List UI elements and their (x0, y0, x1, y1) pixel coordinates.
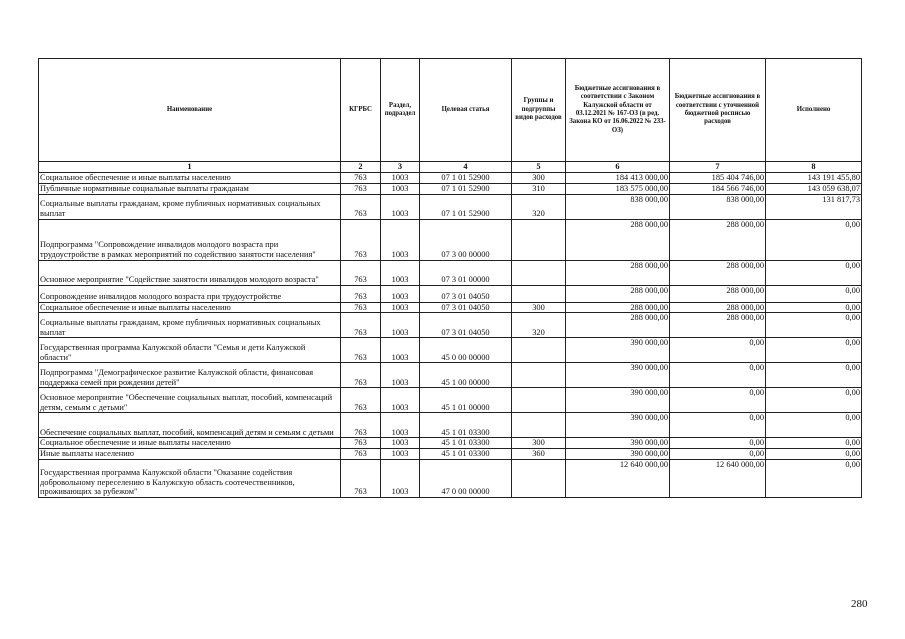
row-executed-cell: 143 191 455,80 (766, 173, 862, 184)
row-kgrbs-cell: 763 (341, 302, 381, 313)
table-row (39, 413, 862, 438)
table-row (39, 338, 862, 363)
row-target-article-cell: 07 1 01 52900 (420, 183, 512, 194)
row-name-cell: Публичные нормативные социальные выплаты гражданам (39, 183, 341, 194)
row-name-cell: Социальное обеспечение и иные выплаты населению (39, 173, 341, 184)
table-row (39, 438, 862, 449)
row-name-cell: Основное мероприятие "Обеспечение социальных выплат, пособий, компенсаций детям, семьям с детьми" (39, 388, 341, 413)
row-name-cell: Социальные выплаты гражданам, кроме публичных нормативных социальных выплат (39, 313, 341, 338)
row-expense-group-cell (512, 413, 566, 438)
row-refined-allocation-cell: 838 000,00 (670, 194, 766, 219)
row-section-cell: 1003 (381, 448, 420, 459)
row-expense-group-cell: 300 (512, 438, 566, 449)
column-number: 1 (39, 162, 341, 173)
row-expense-group-cell: 360 (512, 448, 566, 459)
column-number: 5 (512, 162, 566, 173)
row-section-cell: 1003 (381, 338, 420, 363)
row-executed-cell: 0,00 (766, 448, 862, 459)
row-law-allocation-cell: 288 000,00 (566, 260, 670, 285)
row-target-article-cell: 45 1 01 03300 (420, 413, 512, 438)
row-name-cell: Социальное обеспечение и иные выплаты населению (39, 302, 341, 313)
row-refined-allocation-cell: 288 000,00 (670, 260, 766, 285)
row-section-cell: 1003 (381, 388, 420, 413)
row-target-article-cell: 07 1 01 52900 (420, 173, 512, 184)
row-law-allocation-cell: 390 000,00 (566, 363, 670, 388)
row-kgrbs-cell: 763 (341, 194, 381, 219)
column-number: 7 (670, 162, 766, 173)
row-kgrbs-cell: 763 (341, 448, 381, 459)
column-number: 4 (420, 162, 512, 173)
row-executed-cell: 0,00 (766, 302, 862, 313)
row-executed-cell: 0,00 (766, 388, 862, 413)
row-law-allocation-cell: 183 575 000,00 (566, 183, 670, 194)
header-target-article: Целевая статья (420, 59, 512, 162)
table-row (39, 285, 862, 302)
row-target-article-cell: 07 3 01 04050 (420, 285, 512, 302)
page-number: 280 (851, 598, 868, 610)
row-target-article-cell: 07 1 01 52900 (420, 194, 512, 219)
row-section-cell: 1003 (381, 302, 420, 313)
row-refined-allocation-cell: 288 000,00 (670, 285, 766, 302)
table-row (39, 363, 862, 388)
table-row (39, 448, 862, 459)
row-law-allocation-cell: 184 413 000,00 (566, 173, 670, 184)
row-target-article-cell: 07 3 01 04050 (420, 313, 512, 338)
row-kgrbs-cell: 763 (341, 338, 381, 363)
row-law-allocation-cell: 288 000,00 (566, 219, 670, 260)
row-executed-cell: 143 059 638,07 (766, 183, 862, 194)
row-executed-cell: 0,00 (766, 438, 862, 449)
row-section-cell: 1003 (381, 459, 420, 497)
row-executed-cell: 0,00 (766, 459, 862, 497)
row-expense-group-cell (512, 459, 566, 497)
row-expense-group-cell (512, 260, 566, 285)
row-target-article-cell: 45 0 00 00000 (420, 338, 512, 363)
row-executed-cell: 0,00 (766, 413, 862, 438)
row-executed-cell: 0,00 (766, 313, 862, 338)
row-section-cell: 1003 (381, 260, 420, 285)
row-law-allocation-cell: 390 000,00 (566, 338, 670, 363)
header-law-allocation: Бюджетные ассигнования в соответствии с Законом Калужской области от 03.12.2021 № 167-ОЗ (в ред. Закона КО от 16.06.2022 № 233-ОЗ) (566, 59, 670, 162)
row-expense-group-cell (512, 338, 566, 363)
row-kgrbs-cell: 763 (341, 438, 381, 449)
row-expense-group-cell: 300 (512, 173, 566, 184)
table-row (39, 183, 862, 194)
row-executed-cell: 0,00 (766, 285, 862, 302)
row-refined-allocation-cell: 288 000,00 (670, 313, 766, 338)
row-law-allocation-cell: 838 000,00 (566, 194, 670, 219)
row-executed-cell: 0,00 (766, 219, 862, 260)
row-law-allocation-cell: 288 000,00 (566, 313, 670, 338)
row-section-cell: 1003 (381, 183, 420, 194)
row-expense-group-cell (512, 388, 566, 413)
row-name-cell: Иные выплаты населению (39, 448, 341, 459)
row-section-cell: 1003 (381, 219, 420, 260)
row-kgrbs-cell: 763 (341, 459, 381, 497)
row-refined-allocation-cell: 0,00 (670, 438, 766, 449)
row-refined-allocation-cell: 0,00 (670, 388, 766, 413)
row-expense-group-cell (512, 219, 566, 260)
column-number: 3 (381, 162, 420, 173)
row-kgrbs-cell: 763 (341, 313, 381, 338)
row-target-article-cell: 07 3 01 04050 (420, 302, 512, 313)
header-row (39, 59, 862, 162)
column-number-row (39, 162, 862, 173)
row-law-allocation-cell: 12 640 000,00 (566, 459, 670, 497)
row-section-cell: 1003 (381, 285, 420, 302)
row-name-cell: Основное мероприятие "Содействие занятости инвалидов молодого возраста" (39, 260, 341, 285)
header-section: Раздел, подраздел (381, 59, 420, 162)
row-kgrbs-cell: 763 (341, 363, 381, 388)
row-law-allocation-cell: 390 000,00 (566, 448, 670, 459)
row-name-cell: Подпрограмма "Сопровождение инвалидов молодого возраста при трудоустройстве в рамках мероприятий по содействию занятости населения" (39, 219, 341, 260)
row-expense-group-cell: 320 (512, 313, 566, 338)
row-executed-cell: 0,00 (766, 363, 862, 388)
row-refined-allocation-cell: 0,00 (670, 338, 766, 363)
row-name-cell: Подпрограмма "Демографическое развитие Калужской области, финансовая поддержка семей при рождении детей" (39, 363, 341, 388)
table-row (39, 313, 862, 338)
row-expense-group-cell (512, 363, 566, 388)
row-refined-allocation-cell: 0,00 (670, 363, 766, 388)
row-refined-allocation-cell: 288 000,00 (670, 302, 766, 313)
table-row (39, 388, 862, 413)
row-section-cell: 1003 (381, 194, 420, 219)
row-section-cell: 1003 (381, 413, 420, 438)
row-section-cell: 1003 (381, 363, 420, 388)
row-law-allocation-cell: 288 000,00 (566, 285, 670, 302)
row-law-allocation-cell: 390 000,00 (566, 388, 670, 413)
budget-table-sheet (38, 58, 861, 498)
row-refined-allocation-cell: 288 000,00 (670, 219, 766, 260)
column-number: 6 (566, 162, 670, 173)
row-executed-cell: 131 817,73 (766, 194, 862, 219)
header-kgrbs: КГРБС (341, 59, 381, 162)
row-kgrbs-cell: 763 (341, 260, 381, 285)
row-section-cell: 1003 (381, 173, 420, 184)
row-section-cell: 1003 (381, 438, 420, 449)
row-kgrbs-cell: 763 (341, 413, 381, 438)
row-refined-allocation-cell: 0,00 (670, 448, 766, 459)
row-executed-cell: 0,00 (766, 260, 862, 285)
row-name-cell: Обеспечение социальных выплат, пособий, компенсаций детям и семьям с детьми (39, 413, 341, 438)
row-kgrbs-cell: 763 (341, 183, 381, 194)
row-law-allocation-cell: 390 000,00 (566, 413, 670, 438)
row-refined-allocation-cell: 184 566 746,00 (670, 183, 766, 194)
row-target-article-cell: 45 1 00 00000 (420, 363, 512, 388)
row-expense-group-cell: 310 (512, 183, 566, 194)
header-refined-allocation: Бюджетные ассигнования в соответствии с уточненной бюджетной росписью расходов (670, 59, 766, 162)
row-target-article-cell: 47 0 00 00000 (420, 459, 512, 497)
table-row (39, 173, 862, 184)
row-kgrbs-cell: 763 (341, 388, 381, 413)
row-name-cell: Государственная программа Калужской области "Семья и дети Калужской области" (39, 338, 341, 363)
row-refined-allocation-cell: 185 404 746,00 (670, 173, 766, 184)
row-expense-group-cell (512, 285, 566, 302)
row-expense-group-cell: 300 (512, 302, 566, 313)
row-expense-group-cell: 320 (512, 194, 566, 219)
row-target-article-cell: 45 1 01 03300 (420, 448, 512, 459)
row-target-article-cell: 07 3 01 00000 (420, 260, 512, 285)
table-row (39, 219, 862, 260)
row-law-allocation-cell: 390 000,00 (566, 438, 670, 449)
column-number: 2 (341, 162, 381, 173)
row-executed-cell: 0,00 (766, 338, 862, 363)
table-row (39, 260, 862, 285)
header-executed: Исполнено (766, 59, 862, 162)
table-row (39, 194, 862, 219)
table-row (39, 459, 862, 497)
row-section-cell: 1003 (381, 313, 420, 338)
row-name-cell: Сопровождение инвалидов молодого возраста при трудоустройстве (39, 285, 341, 302)
row-name-cell: Государственная программа Калужской области "Оказание содействия добровольному переселению в Калужскую область соотечественников, проживающих за рубежом" (39, 459, 341, 497)
row-refined-allocation-cell: 0,00 (670, 413, 766, 438)
row-target-article-cell: 45 1 01 03300 (420, 438, 512, 449)
row-kgrbs-cell: 763 (341, 173, 381, 184)
header-expense-group: Группы и подгруппы видов расходов (512, 59, 566, 162)
row-kgrbs-cell: 763 (341, 219, 381, 260)
column-number: 8 (766, 162, 862, 173)
budget-execution-table (38, 58, 862, 498)
row-kgrbs-cell: 763 (341, 285, 381, 302)
row-target-article-cell: 45 1 01 00000 (420, 388, 512, 413)
row-law-allocation-cell: 288 000,00 (566, 302, 670, 313)
table-row (39, 302, 862, 313)
row-name-cell: Социальное обеспечение и иные выплаты населению (39, 438, 341, 449)
row-name-cell: Социальные выплаты гражданам, кроме публичных нормативных социальных выплат (39, 194, 341, 219)
row-refined-allocation-cell: 12 640 000,00 (670, 459, 766, 497)
row-target-article-cell: 07 3 00 00000 (420, 219, 512, 260)
header-name: Наименование (39, 59, 341, 162)
